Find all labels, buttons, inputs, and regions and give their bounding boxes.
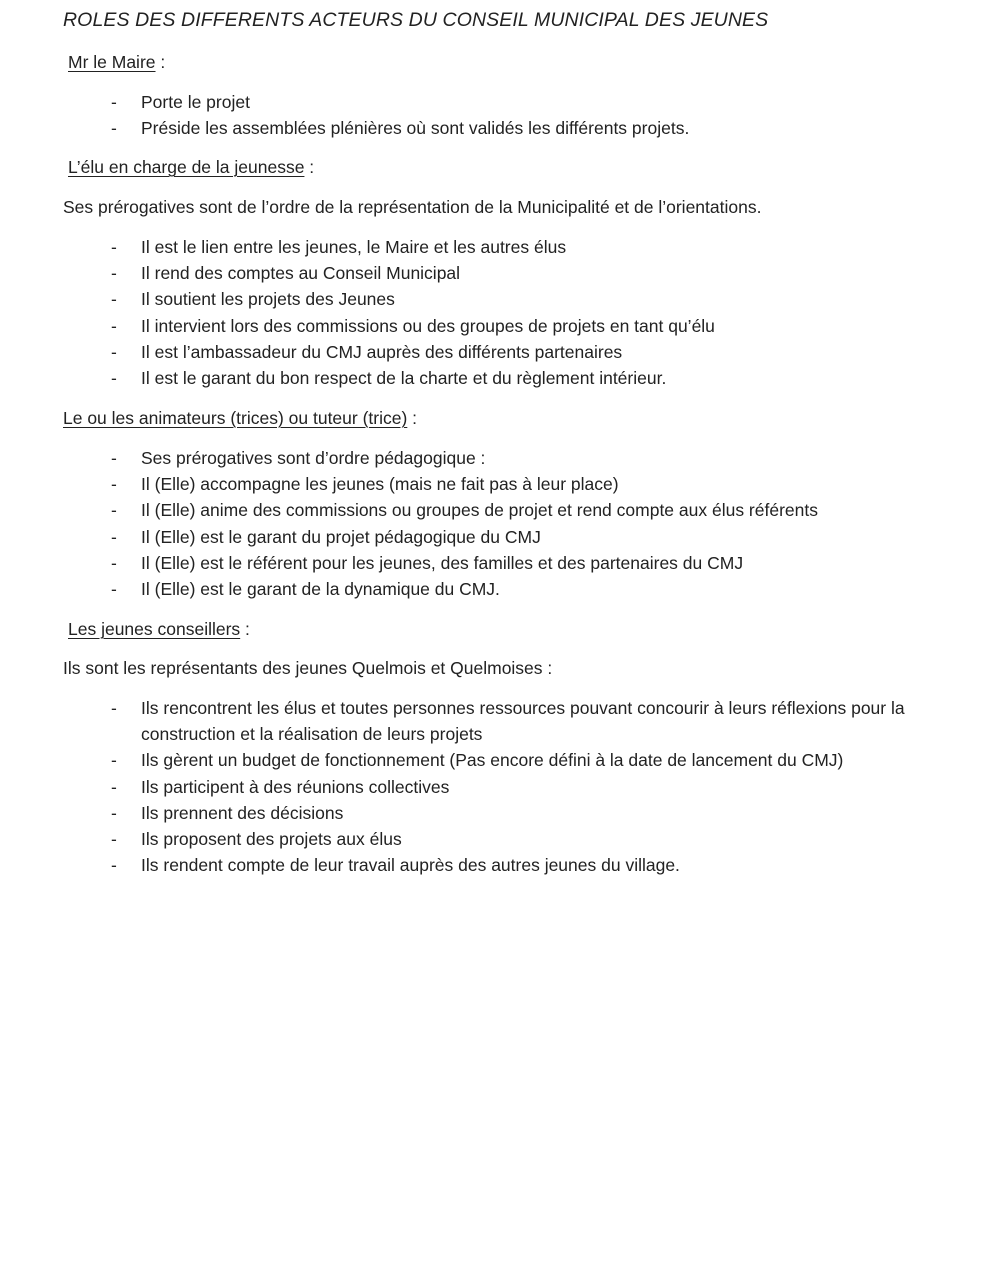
list-item (0, 471, 992, 497)
section-heading-animateurs (63, 408, 417, 429)
list-item-text: Il (Elle) est le référent pour les jeunes, des familles et des partenaires du CMJ (141, 552, 744, 573)
section-heading-label: Mr le Maire (68, 52, 156, 72)
list-item (0, 339, 992, 365)
section-heading-suffix: : (240, 619, 250, 639)
list-item (0, 497, 992, 523)
section-heading-suffix: : (407, 408, 418, 428)
list-item (0, 550, 992, 576)
list-item (0, 774, 992, 800)
list-item-text: Ils rencontrent les élus et toutes personnes ressources pouvant concourir à leurs réflexions pour la construction et la réalisation de leurs projets (141, 698, 905, 745)
bullet-dash: - (111, 367, 117, 388)
bullet-dash: - (111, 552, 117, 573)
bullet-dash: - (111, 500, 117, 521)
section-heading-jeunes-conseillers (68, 619, 250, 640)
section-list-animateurs (0, 445, 992, 602)
section-list-elu-jeunesse (0, 234, 992, 391)
list-item-text: Il (Elle) est le garant du projet pédagogique du CMJ (141, 526, 541, 547)
section-heading-label: Les jeunes conseillers (68, 619, 241, 639)
list-item-text: Il (Elle) est le garant de la dynamique du CMJ. (141, 578, 500, 599)
list-item-text: Ils rendent compte de leur travail auprès des autres jeunes du village. (141, 855, 680, 876)
section-heading-suffix: : (304, 157, 315, 177)
list-item (0, 234, 992, 260)
list-item-text: Il est l’ambassadeur du CMJ auprès des différents partenaires (141, 341, 623, 362)
list-item (0, 852, 992, 878)
bullet-dash: - (111, 526, 117, 547)
bullet-dash: - (111, 828, 117, 849)
bullet-dash: - (111, 92, 117, 112)
list-item (0, 313, 992, 339)
list-item-text: Ils participent à des réunions collectives (141, 776, 450, 797)
bullet-dash: - (111, 315, 117, 336)
list-item (0, 260, 992, 286)
list-item-text: Il (Elle) accompagne les jeunes (mais ne fait pas à leur place) (141, 474, 619, 495)
list-item (0, 576, 992, 602)
bullet-dash: - (111, 237, 117, 257)
list-item-text: Il intervient lors des commissions ou des groupes de projets en tant qu’élu (141, 315, 715, 336)
section-heading-elu-jeunesse (68, 157, 314, 178)
list-item (0, 445, 992, 471)
bullet-dash: - (111, 698, 117, 718)
list-item-text: Il (Elle) anime des commissions ou groupes de projet et rend compte aux élus référents (141, 500, 818, 521)
section-list-jeunes-conseillers (0, 695, 992, 878)
section-heading-maire (68, 52, 165, 73)
bullet-dash: - (111, 341, 117, 362)
list-item-text: Préside les assemblées plénières où sont validés les différents projets. (141, 118, 690, 139)
list-item-text: Ils proposent des projets aux élus (141, 828, 402, 849)
section-intro-jeunes-conseillers: Ils sont les représentants des jeunes Quelmois et Quelmoises : (63, 658, 553, 678)
bullet-dash: - (111, 118, 117, 139)
section-heading-label: Le ou les animateurs (trices) ou tuteur (trice) (63, 408, 408, 428)
list-item (0, 365, 992, 391)
bullet-dash: - (111, 750, 117, 771)
list-item-text: Ils gèrent un budget de fonctionnement (Pas encore défini à la date de lancement du CMJ) (141, 750, 844, 771)
bullet-dash: - (111, 578, 117, 599)
list-item-text: Porte le projet (141, 92, 250, 112)
list-item-text: Ils prennent des décisions (141, 802, 344, 823)
section-heading-suffix: : (155, 52, 166, 72)
section-heading-label: L’élu en charge de la jeunesse (68, 157, 305, 177)
bullet-dash: - (111, 263, 117, 284)
list-item-text: Il rend des comptes au Conseil Municipal (141, 263, 461, 284)
list-item-text: Ses prérogatives sont d’ordre pédagogique : (141, 448, 486, 468)
bullet-dash: - (111, 776, 117, 797)
bullet-dash: - (111, 474, 117, 495)
list-item-text: Il soutient les projets des Jeunes (141, 289, 395, 310)
section-intro-elu-jeunesse: Ses prérogatives sont de l’ordre de la représentation de la Municipalité et de l’orientations. (63, 197, 762, 217)
list-item (0, 286, 992, 312)
list-item (0, 800, 992, 826)
list-item (0, 115, 992, 141)
list-item (0, 524, 992, 550)
list-item (0, 695, 992, 747)
bullet-dash: - (111, 802, 117, 823)
bullet-dash: - (111, 855, 117, 876)
list-item-text: Il est le lien entre les jeunes, le Maire et les autres élus (141, 237, 567, 257)
bullet-dash: - (111, 448, 117, 468)
document-title: ROLES DES DIFFERENTS ACTEURS DU CONSEIL MUNICIPAL DES JEUNES (63, 9, 769, 31)
list-item-text: Il est le garant du bon respect de la charte et du règlement intérieur. (141, 367, 667, 388)
bullet-dash: - (111, 289, 117, 310)
section-list-maire (0, 89, 992, 141)
list-item (0, 89, 992, 115)
list-item (0, 747, 992, 773)
list-item (0, 826, 992, 852)
